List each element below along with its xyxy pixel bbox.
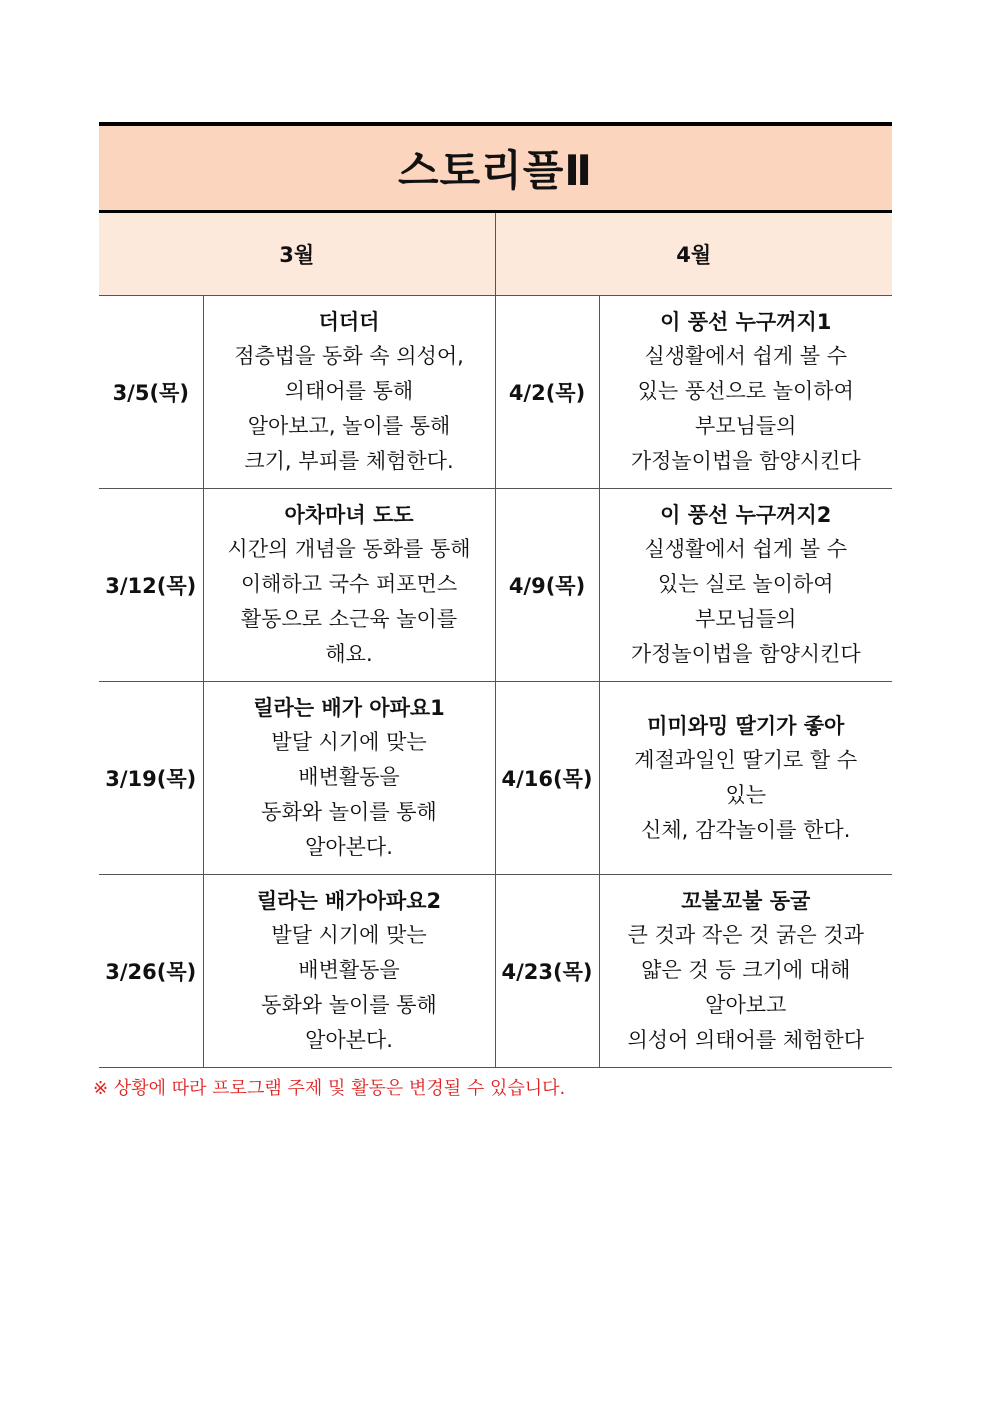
session-description-line: 활동으로 소근육 놀이를: [240, 607, 458, 631]
session-title: 릴라는 배가 아파요1: [253, 696, 445, 720]
session-description-line: 배변활동을: [298, 765, 400, 789]
schedule-row: [99, 875, 892, 1068]
session-content: [203, 875, 495, 1068]
session-description-line: 알아본다.: [305, 835, 393, 859]
session-description-line: 알아보고: [705, 993, 787, 1017]
session-description-line: 의태어를 통해: [284, 379, 414, 403]
session-description-line: 가정놀이법을 함양시킨다: [630, 642, 861, 666]
session-description-line: 점층법을 동화 속 의성어,: [234, 344, 464, 368]
session-description-line: 부모님들의: [695, 607, 797, 631]
session-date: 4/16(목): [495, 682, 599, 875]
session-description-line: 있는 풍선으로 놀이하여: [637, 379, 854, 403]
session-content: [599, 296, 892, 489]
session-content: [599, 489, 892, 682]
session-content: [203, 489, 495, 682]
session-title: 아차마녀 도도: [284, 503, 414, 527]
session-date: 3/12(목): [99, 489, 203, 682]
notice-text: ※ 상황에 따라 프로그램 주제 및 활동은 변경될 수 있습니다.: [93, 1078, 566, 1099]
session-description-line: 큰 것과 작은 것 굵은 것과: [627, 923, 864, 947]
session-description-line: 알아본다.: [305, 1028, 393, 1052]
session-description-line: 동화와 놀이를 통해: [261, 993, 437, 1017]
session-description-line: 부모님들의: [695, 414, 797, 438]
session-description-line: 얇은 것 등 크기에 대해: [641, 958, 851, 982]
page-title: 스토리플Ⅱ: [398, 146, 593, 195]
session-description-line: 알아보고, 놀이를 통해: [247, 414, 451, 438]
session-date: 3/5(목): [99, 296, 203, 489]
session-content: [203, 682, 495, 875]
schedule-row: [99, 682, 892, 875]
session-title: 릴라는 배가아파요2: [256, 889, 442, 913]
session-description-line: 크기, 부피를 체험한다.: [244, 449, 454, 473]
session-description-line: 의성어 의태어를 체험한다: [627, 1028, 864, 1052]
month-header-march: 3월: [99, 213, 495, 296]
session-description-line: 발달 시기에 맞는: [271, 730, 427, 754]
session-description-line: 있는 실로 놀이하여: [657, 572, 834, 596]
schedule-table: [99, 213, 892, 1068]
session-description-line: 시간의 개념을 동화를 통해: [227, 537, 471, 561]
schedule-row: [99, 296, 892, 489]
session-date: 4/23(목): [495, 875, 599, 1068]
session-description-line: 해요.: [325, 642, 373, 666]
session-title: 더더더: [318, 310, 380, 334]
session-description-line: 이해하고 국수 퍼포먼스: [240, 572, 458, 596]
session-description-line: 실생활에서 쉽게 볼 수: [644, 537, 848, 561]
session-description-line: 동화와 놀이를 통해: [261, 800, 437, 824]
session-description-line: 발달 시기에 맞는: [271, 923, 427, 947]
schedule-sheet: [99, 122, 892, 1068]
session-date: 4/2(목): [495, 296, 599, 489]
session-title: 미미와밍 딸기가 좋아: [647, 713, 845, 738]
session-description-line: 계절과일인 딸기로 할 수: [634, 747, 858, 772]
session-content: [599, 682, 892, 875]
schedule-rows: [99, 296, 892, 1068]
session-date: 3/26(목): [99, 875, 203, 1068]
session-content: [203, 296, 495, 489]
session-title: 이 풍선 누구꺼지2: [660, 503, 832, 527]
session-title: 꼬불꼬불 동굴: [681, 889, 811, 913]
session-description-line: 실생활에서 쉽게 볼 수: [644, 344, 848, 368]
session-date: 3/19(목): [99, 682, 203, 875]
session-description-line: 신체, 감각놀이를 한다.: [641, 817, 851, 842]
month-header-april: 4월: [495, 213, 892, 296]
month-header-row: [99, 213, 892, 296]
session-description-line: 있는: [725, 782, 767, 807]
session-title: 이 풍선 누구꺼지1: [660, 310, 832, 334]
session-date: 4/9(목): [495, 489, 599, 682]
title-bar: [99, 122, 892, 213]
schedule-row: [99, 489, 892, 682]
session-content: [599, 875, 892, 1068]
session-description-line: 가정놀이법을 함양시킨다: [630, 449, 861, 473]
session-description-line: 배변활동을: [298, 958, 400, 982]
